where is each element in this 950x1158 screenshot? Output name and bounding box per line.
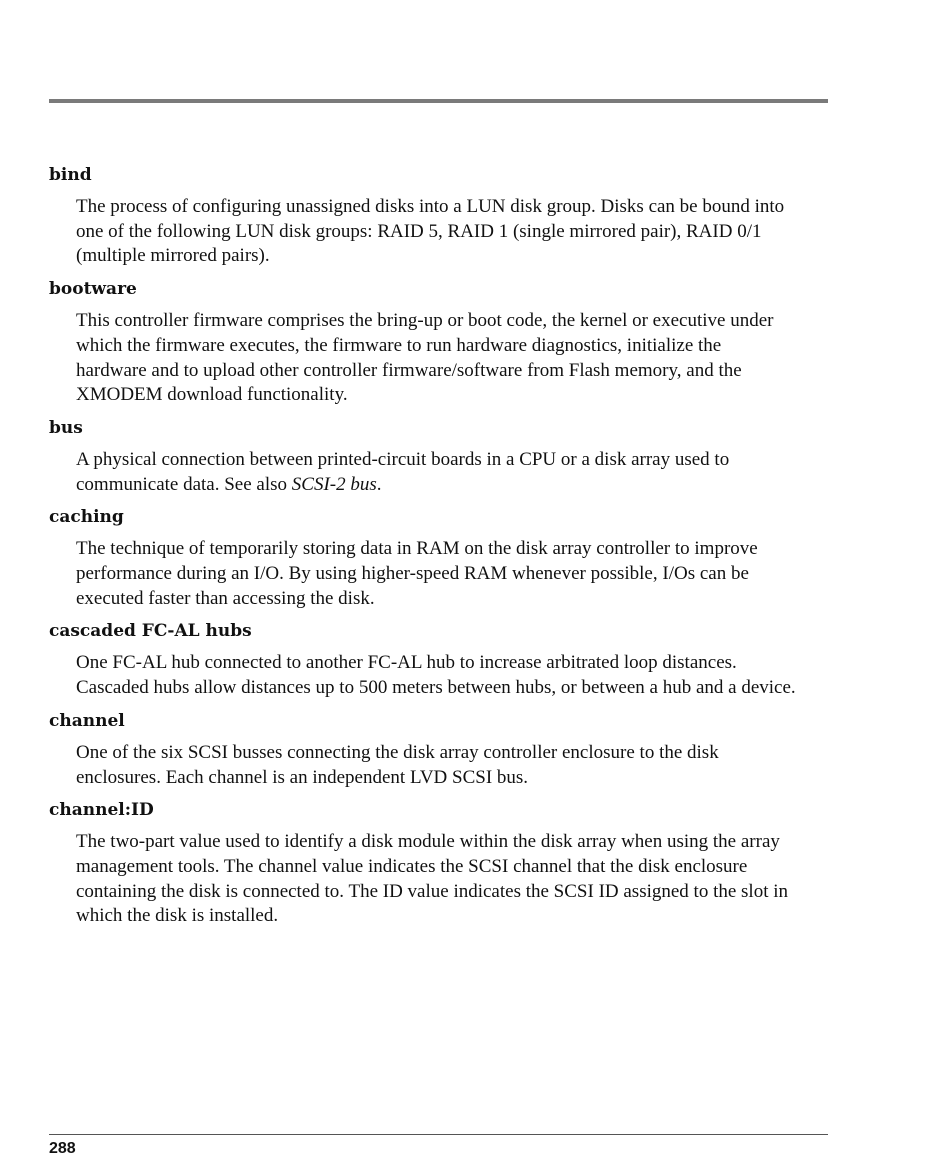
glossary-list bbox=[49, 163, 809, 937]
glossary-definition: The process of configuring unassigned disks into a LUN disk group. Disks can be bound into one of the following LUN disk groups: RAID 5, RAID 1 (single mirrored pair), RAID 0/1 (multiple mirrored pairs). bbox=[76, 196, 785, 267]
definition-text: A physical connection between printed-circuit boards in a CPU or a disk array used to communicate data. See also bbox=[76, 448, 730, 495]
glossary-term: bus bbox=[49, 417, 83, 438]
glossary-entry bbox=[49, 619, 809, 700]
glossary-definition: This controller firmware comprises the bring-up or boot code, the kernel or executive under which the firmware executes, the firmware to run hardware diagnostics, initialize the hardware and to upload other controller firmware/software from Flash memory, and the XMODEM download functionality. bbox=[76, 310, 774, 406]
glossary-term: caching bbox=[49, 507, 124, 528]
glossary-definition bbox=[76, 448, 796, 497]
definition-end: . bbox=[376, 473, 382, 495]
glossary-entry bbox=[49, 163, 809, 269]
glossary-definition: The technique of temporarily storing data in RAM on the disk array controller to improve performance during an I/O. By using higher-speed RAM whenever possible, I/Os can be executed faster than accessing the disk. bbox=[76, 538, 758, 609]
glossary-definition: One of the six SCSI busses connecting the disk array controller enclosure to the disk enclosures. Each channel is an independent LVD SCSI bus. bbox=[76, 741, 719, 788]
glossary-entry bbox=[49, 798, 809, 929]
glossary-entry bbox=[49, 709, 809, 790]
glossary-definition: One FC-AL hub connected to another FC-AL hub to increase arbitrated loop distances. Cascaded hubs allow distances up to 500 meters between hubs, or between a hub and a device. bbox=[76, 652, 796, 699]
glossary-term: channel:ID bbox=[49, 800, 154, 821]
header-rule bbox=[49, 99, 828, 103]
glossary-term: channel bbox=[49, 710, 125, 731]
page-number: 288 bbox=[49, 1140, 76, 1157]
see-also-reference: SCSI-2 bus bbox=[291, 473, 377, 495]
glossary-definition: The two-part value used to identify a disk module within the disk array when using the array management tools. The channel value indicates the SCSI channel that the disk enclosure containing the disk is connected to. The ID value indicates the SCSI ID assigned to the slot in which the disk is installed. bbox=[76, 831, 789, 927]
glossary-term: bind bbox=[49, 165, 92, 185]
footer-rule bbox=[49, 1134, 828, 1135]
glossary-term: bootware bbox=[49, 279, 137, 300]
glossary-entry bbox=[49, 277, 809, 408]
glossary-entry bbox=[49, 416, 809, 497]
glossary-term: cascaded FC-AL hubs bbox=[49, 621, 252, 642]
glossary-entry bbox=[49, 505, 809, 611]
